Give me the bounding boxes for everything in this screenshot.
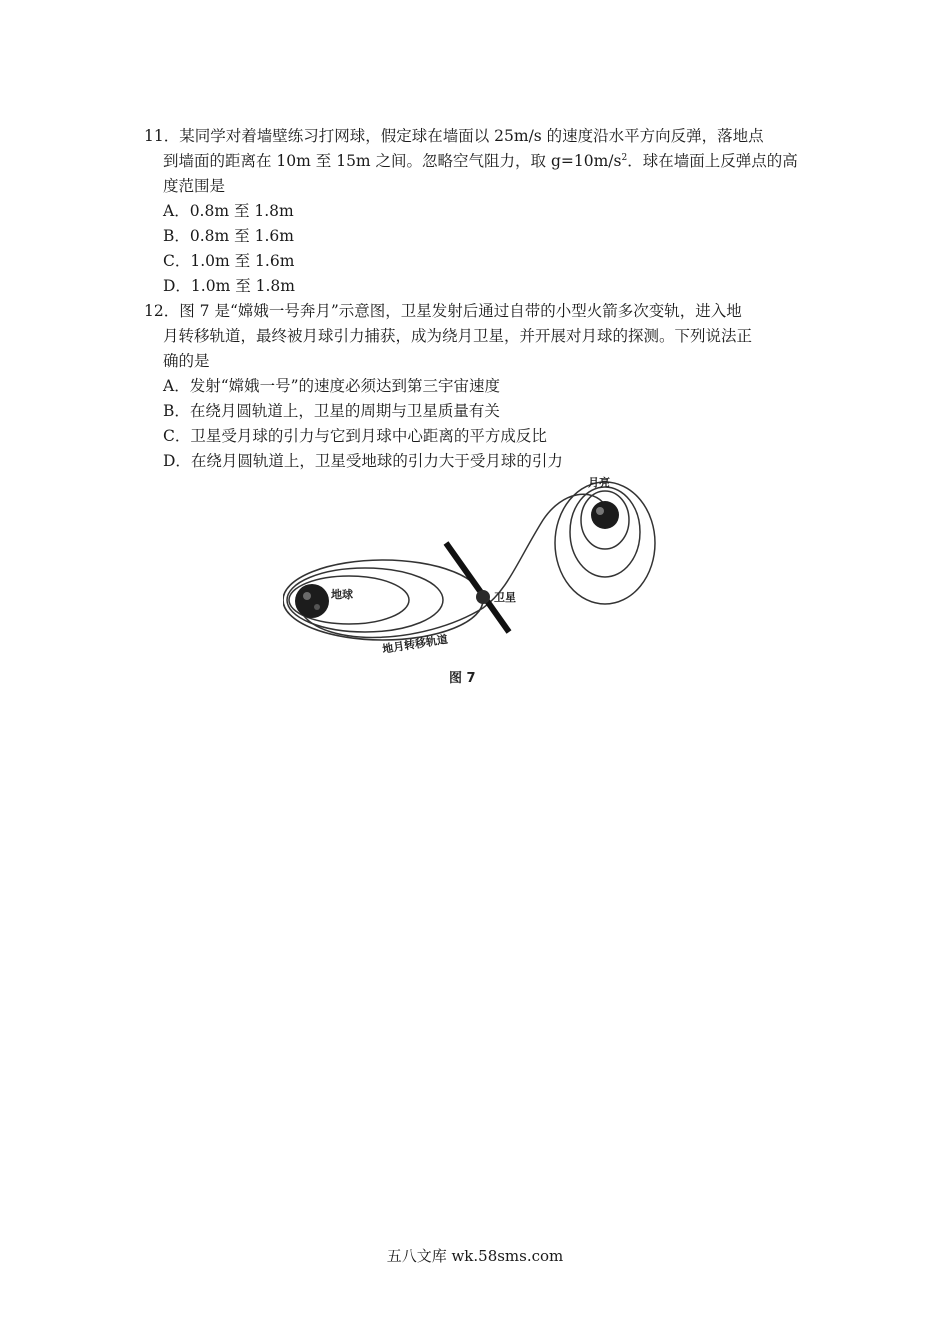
moon-orbit-outer xyxy=(555,482,655,604)
earth-surface-mark xyxy=(314,604,320,610)
earth-label: 地球 xyxy=(331,588,353,601)
earth-surface-mark xyxy=(303,592,311,600)
satellite-solar-panel xyxy=(446,543,509,632)
moon-icon xyxy=(591,501,619,529)
q11-exponent: 2 xyxy=(621,152,628,163)
q11-option-a: A．0.8m 至 1.8m xyxy=(163,202,294,220)
q12-stem-line-3: 确的是 xyxy=(163,352,210,370)
footer-watermark: 五八文库 wk.58sms.com xyxy=(386,1247,564,1265)
moon-crater xyxy=(596,507,604,515)
chang-e-orbit-diagram xyxy=(283,470,663,690)
q12-stem-line-2: 月转移轨道，最终被月球引力捕获，成为绕月卫星，并开展对月球的探测。下列说法正 xyxy=(163,327,753,345)
figure-caption: 图 7 xyxy=(449,671,476,686)
q12-option-c: C．卫星受月球的引力与它到月球中心距离的平方成反比 xyxy=(163,427,547,445)
q11-stem-line-3: 度范围是 xyxy=(163,177,226,195)
q11-option-b: B．0.8m 至 1.6m xyxy=(163,227,294,245)
q11-stem-line-2 xyxy=(163,151,798,171)
q12-stem-line-1: 12．图 7 是“嫦娥一号奔月”示意图，卫星发射后通过自带的小型火箭多次变轨，进入地 xyxy=(144,302,742,320)
q12-option-d: D．在绕月圆轨道上，卫星受地球的引力大于受月球的引力 xyxy=(163,452,563,470)
q12-option-b: B．在绕月圆轨道上，卫星的周期与卫星质量有关 xyxy=(163,402,500,420)
q11-option-c: C．1.0m 至 1.6m xyxy=(163,252,295,270)
q11-stem-line-2-text: 到墙面的距离在 10m 至 15m 之间。忽略空气阻力，取 g=10m/s xyxy=(163,152,622,170)
earth-icon xyxy=(295,584,329,618)
q12-option-a: A．发射“嫦娥一号”的速度必须达到第三宇宙速度 xyxy=(163,377,501,395)
q11-stem-line-2-tail: ．球在墙面上反弹点的高 xyxy=(627,152,798,170)
q11-option-d: D．1.0m 至 1.8m xyxy=(163,277,295,295)
q11-stem-line-1: 11．某同学对着墙壁练习打网球，假定球在墙面以 25m/s 的速度沿水平方向反弹，落地点 xyxy=(144,127,764,145)
transfer-orbit-label: 地月转移轨道 xyxy=(381,632,449,656)
satellite-label: 卫星 xyxy=(494,591,516,604)
moon-orbit-middle xyxy=(570,487,640,577)
satellite-icon xyxy=(476,590,490,604)
moon-label: 月亮 xyxy=(588,476,610,489)
